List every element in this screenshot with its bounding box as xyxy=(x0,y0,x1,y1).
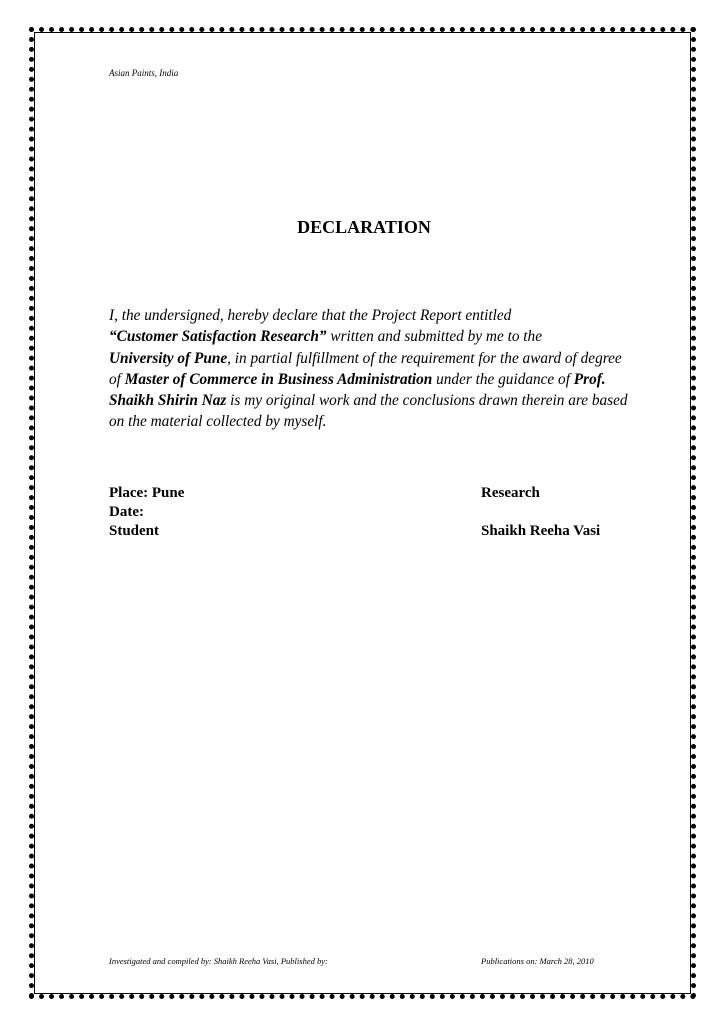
student-name: Shaikh Reeha Vasi xyxy=(481,523,601,539)
declaration-text-4: under the guidance of xyxy=(432,370,574,388)
footer-compiled-by: Investigated and compiled by: Shaikh Reeha Vasi, Published by: xyxy=(109,956,328,966)
research-label: Research xyxy=(481,485,540,501)
declaration-text-5: is my original work and the conclusions drawn therein are based on the material collected by myself. xyxy=(109,392,628,431)
degree-name: Master of Commerce in Business Administration xyxy=(124,370,433,388)
date-label: Date: xyxy=(109,504,144,520)
footer-publication-date: Publications on: March 28, 2010 xyxy=(481,956,594,966)
declaration-paragraph xyxy=(109,305,629,433)
declaration-text-1: I, the undersigned, hereby declare that the Project Report entitled xyxy=(109,307,512,324)
running-header: Asian Paints, India xyxy=(109,68,179,78)
page-title xyxy=(0,217,728,238)
student-label: Student xyxy=(109,523,160,539)
university-name: University of Pune xyxy=(109,349,228,367)
page-title-text: DECLARATION xyxy=(297,217,431,237)
declaration-text-3: , in partial fulfillment of the requirement for the award of degree of xyxy=(109,349,622,388)
place-label: Place: Pune xyxy=(109,485,185,501)
project-title: “Customer Satisfaction Research” xyxy=(109,328,327,346)
guide-name: Prof. Shaikh Shirin Naz xyxy=(109,370,606,410)
declaration-text-2: written and submitted by me to the xyxy=(326,328,542,346)
